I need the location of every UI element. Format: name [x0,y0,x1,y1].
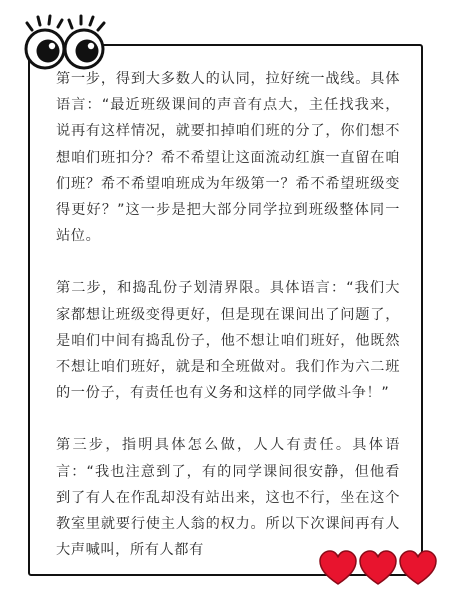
article-card [28,44,423,576]
article-body [56,66,400,576]
paragraph-step-3: 第三步，指明具体怎么做，人人有责任。具体语言：“我也注意到了，有的同学课间很安静，但他看到了有人在作乱却没有站出来，这也不行，坐在这个教室里就要行使主人翁的权力。所以下次课间再有人大声喊叫，所有人都有 [56,437,400,559]
cartoon-eyes-icon [18,14,110,70]
paragraph-step-1: 第一步，得到大多数人的认同，拉好统一战线。具体语言：“最近班级课间的声音有点大，主任找我来，说再有这样情况，就要扣掉咱们班的分了，你们想不想咱们班扣分？希不希望让这面流动红旗一直留在咱们班？希不希望咱班成为年级第一？希不希望班级变得更好？”这一步是把大部分同学拉到班级整体同一站位。 [56,71,400,245]
paragraph-step-2: 第二步，和捣乱份子划清界限。具体语言：“我们大家都想让班级变得更好，但是现在课间出了问题了，是咱们中间有捣乱份子，他不想让咱们班好，他既然不想让咱们班好，就是和全班做对。我们作为六二班的一份子，有责任也有义务和这样的同学做斗争！” [56,280,400,402]
hearts-icon [318,548,438,588]
